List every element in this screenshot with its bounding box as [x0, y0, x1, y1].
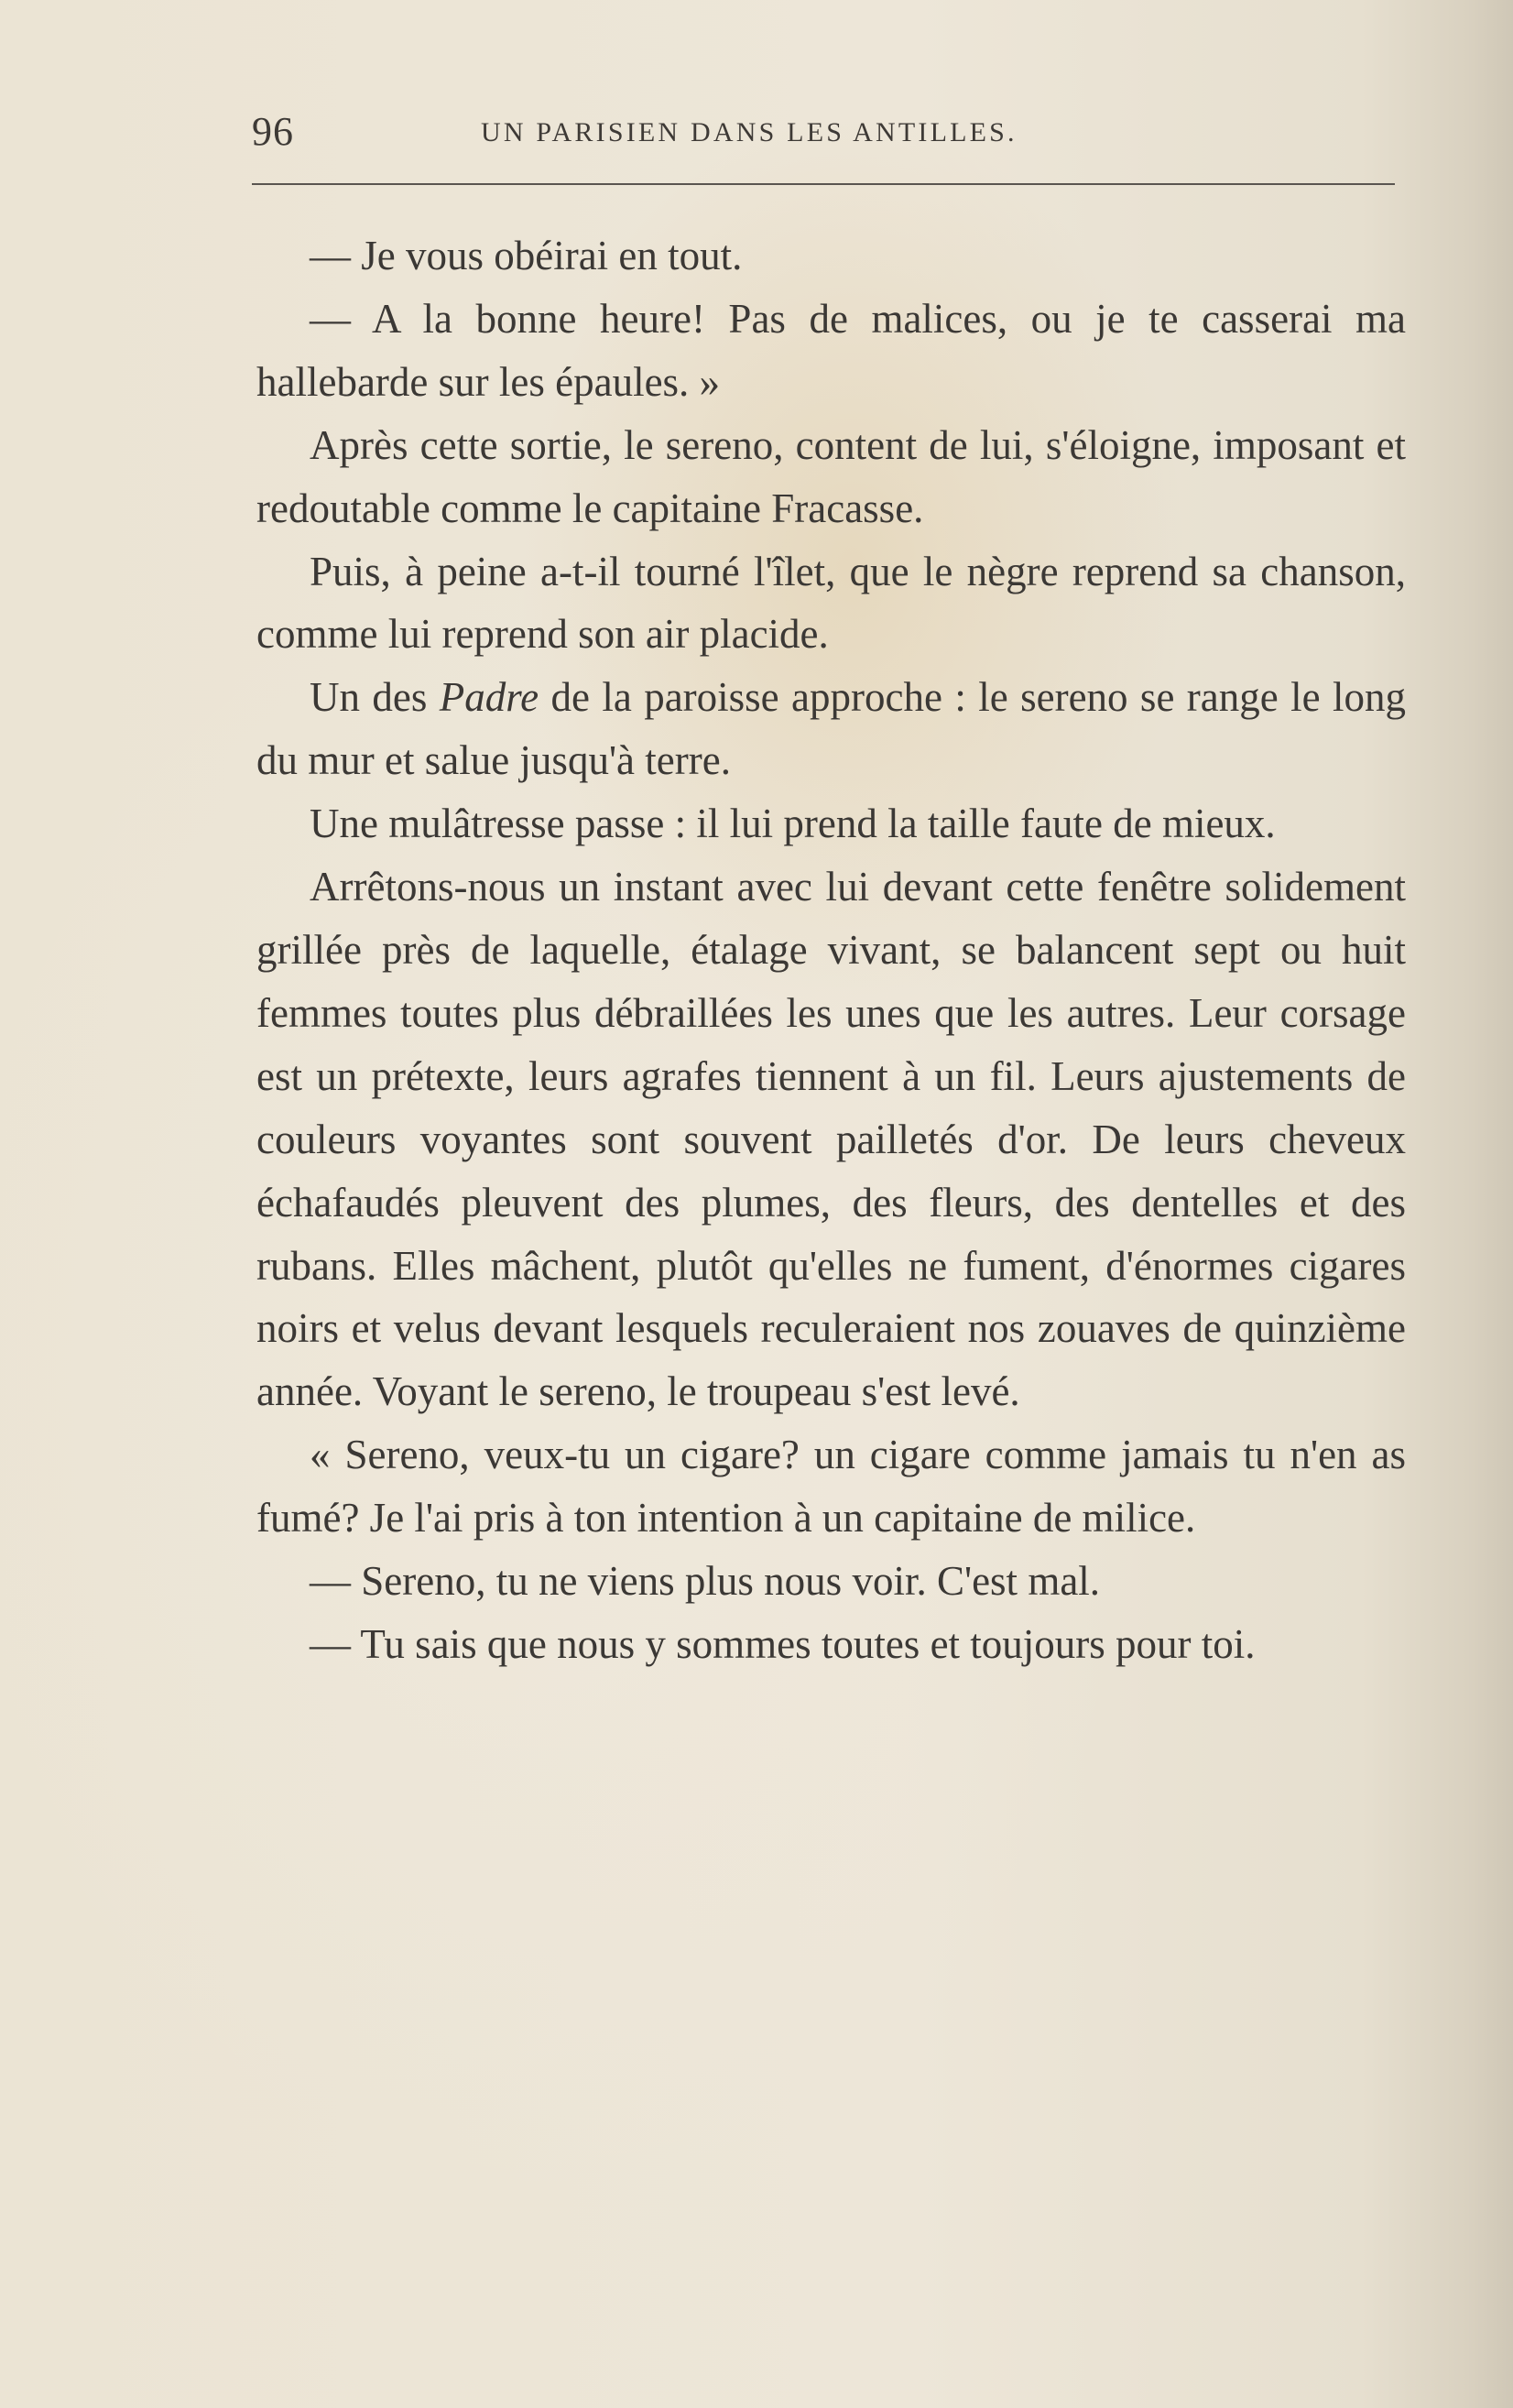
paragraph-5-start: Un des: [310, 674, 440, 721]
header-rule: [252, 183, 1395, 185]
paragraph-4: Puis, à peine a-t-il tourné l'îlet, que le nègre reprend sa chanson, comme lui reprend son air placide.: [256, 548, 1406, 658]
paragraph-1: — Je vous obéirai en tout.: [310, 233, 743, 278]
paragraph-2: — A la bonne heure! Pas de malices, ou je te casserai ma hallebarde sur les épaules. »: [256, 295, 1406, 405]
page-number: 96: [252, 109, 294, 154]
paragraph-6: Une mulâtresse passe : il lui prend la taille faute de mieux.: [310, 801, 1276, 847]
paragraph-5-end: de la paroisse approche : le sereno se range le long du mur et salue jusqu'à terre.: [256, 674, 1406, 784]
running-title: UN PARISIEN DANS LES ANTILLES.: [481, 117, 1018, 147]
body-text: [256, 224, 1406, 1676]
paragraph-7: Arrêtons-nous un instant avec lui devant cette fenêtre solidement grillée près de laquelle, étalage vivant, se balancent sept ou huit femmes toutes plus débraillées les unes que les autres. Leur corsage est un prétexte, leurs agrafes tiennent à un fil. Leurs ajustements de couleurs voyantes sont souvent pailletés d'or. De leurs cheveux échafaudés pleuvent des plumes, des fleurs, des dentelles et des rubans. Elles mâchent, plutôt qu'elles ne fument, d'énormes cigares noirs et velus devant lesquels reculeraient nos zouaves de quinzième année. Voyant le sereno, le troupeau s'est levé.: [256, 864, 1406, 1415]
paragraph-9: — Sereno, tu ne viens plus nous voir. C'est mal.: [310, 1558, 1101, 1605]
padre-italic: Padre: [439, 674, 539, 721]
paragraph-3: Après cette sortie, le sereno, content de lui, s'éloigne, imposant et redoutable comme le capitaine Fracasse.: [256, 421, 1406, 531]
running-head: [252, 108, 1397, 163]
paragraph-8: « Sereno, veux-tu un cigare? un cigare comme jamais tu n'en as fumé? Je l'ai pris à ton intention à un capitaine de milice.: [256, 1432, 1406, 1542]
paragraph-10: — Tu sais que nous y sommes toutes et toujours pour toi.: [310, 1620, 1256, 1667]
paragraph-5: [256, 666, 1406, 792]
